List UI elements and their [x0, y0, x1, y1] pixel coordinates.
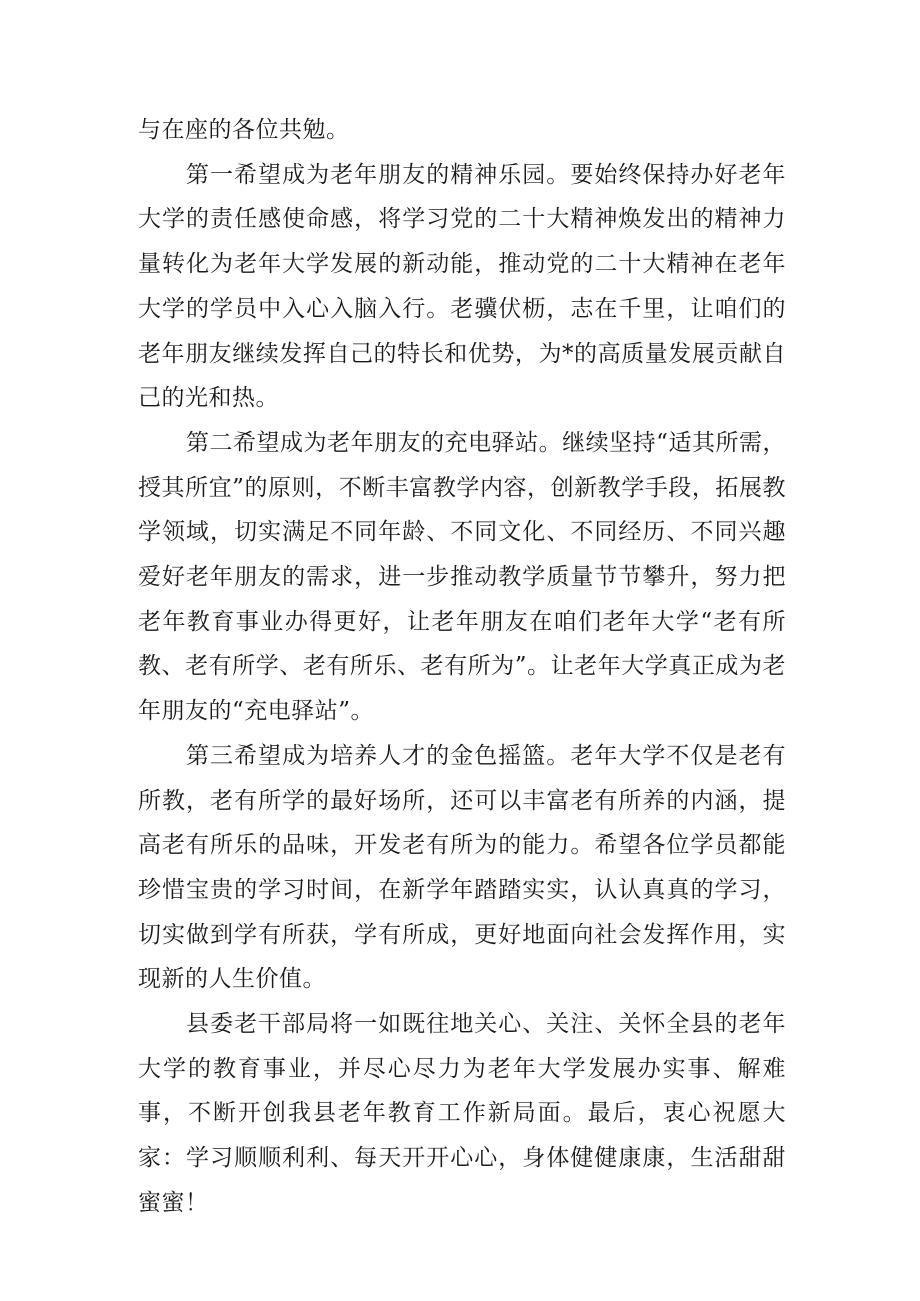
paragraph-closing-line: 与在座的各位共勉。 — [138, 117, 350, 143]
paragraph-first-hope: 第一希望成为老年朋友的精神乐园。要始终保持办好老年大学的责任感使命感，将学习党的二十大精神焕发出的精神力量转化为老年大学发展的新动能，推动党的二十大精神在老年大学的学员中入心入脑入行。老骥伏枥，志在千里，让咱们的老年朋友继续发挥自己的特长和优势，为*的高质量发展贡献自己的光和热。 — [138, 161, 786, 412]
paragraph-third-hope: 第三希望成为培养人才的金色摇篮。老年大学不仅是老有所教，老有所学的最好场所，还可以丰富老有所养的内涵，提高老有所乐的品味，开发老有所为的能力。希望各位学员都能珍惜宝贵的学习时间，在新学年踏踏实实，认认真真的学习，切实做到学有所获，学有所成，更好地面向社会发挥作用，实现新的人生价值。 — [138, 742, 786, 993]
document-body — [138, 108, 786, 1226]
paragraph-second-hope: 第二希望成为老年朋友的充电驿站。继续坚持“适其所需，授其所宜”的原则，不断丰富教学内容，创新教学手段，拓展教学领域，切实满足不同年龄、不同文化、不同经历、不同兴趣爱好老年朋友的需求，进一步推动教学质量节节攀升，努力把老年教育事业办得更好，让老年朋友在咱们老年大学“老有所教、老有所学、老有所乐、老有所为”。让老年大学真正成为老年朋友的“充电驿站”。 — [138, 429, 786, 725]
paragraph-conclusion: 县委老干部局将一如既往地关心、关注、关怀全县的老年大学的教育事业，并尽心尽力为老年大学发展办实事、解难事，不断开创我县老年教育工作新局面。最后，衷心祝愿大家：学习顺顺利利、每天开开心心，身体健健康康，生活甜甜蜜蜜！ — [138, 1011, 786, 1216]
